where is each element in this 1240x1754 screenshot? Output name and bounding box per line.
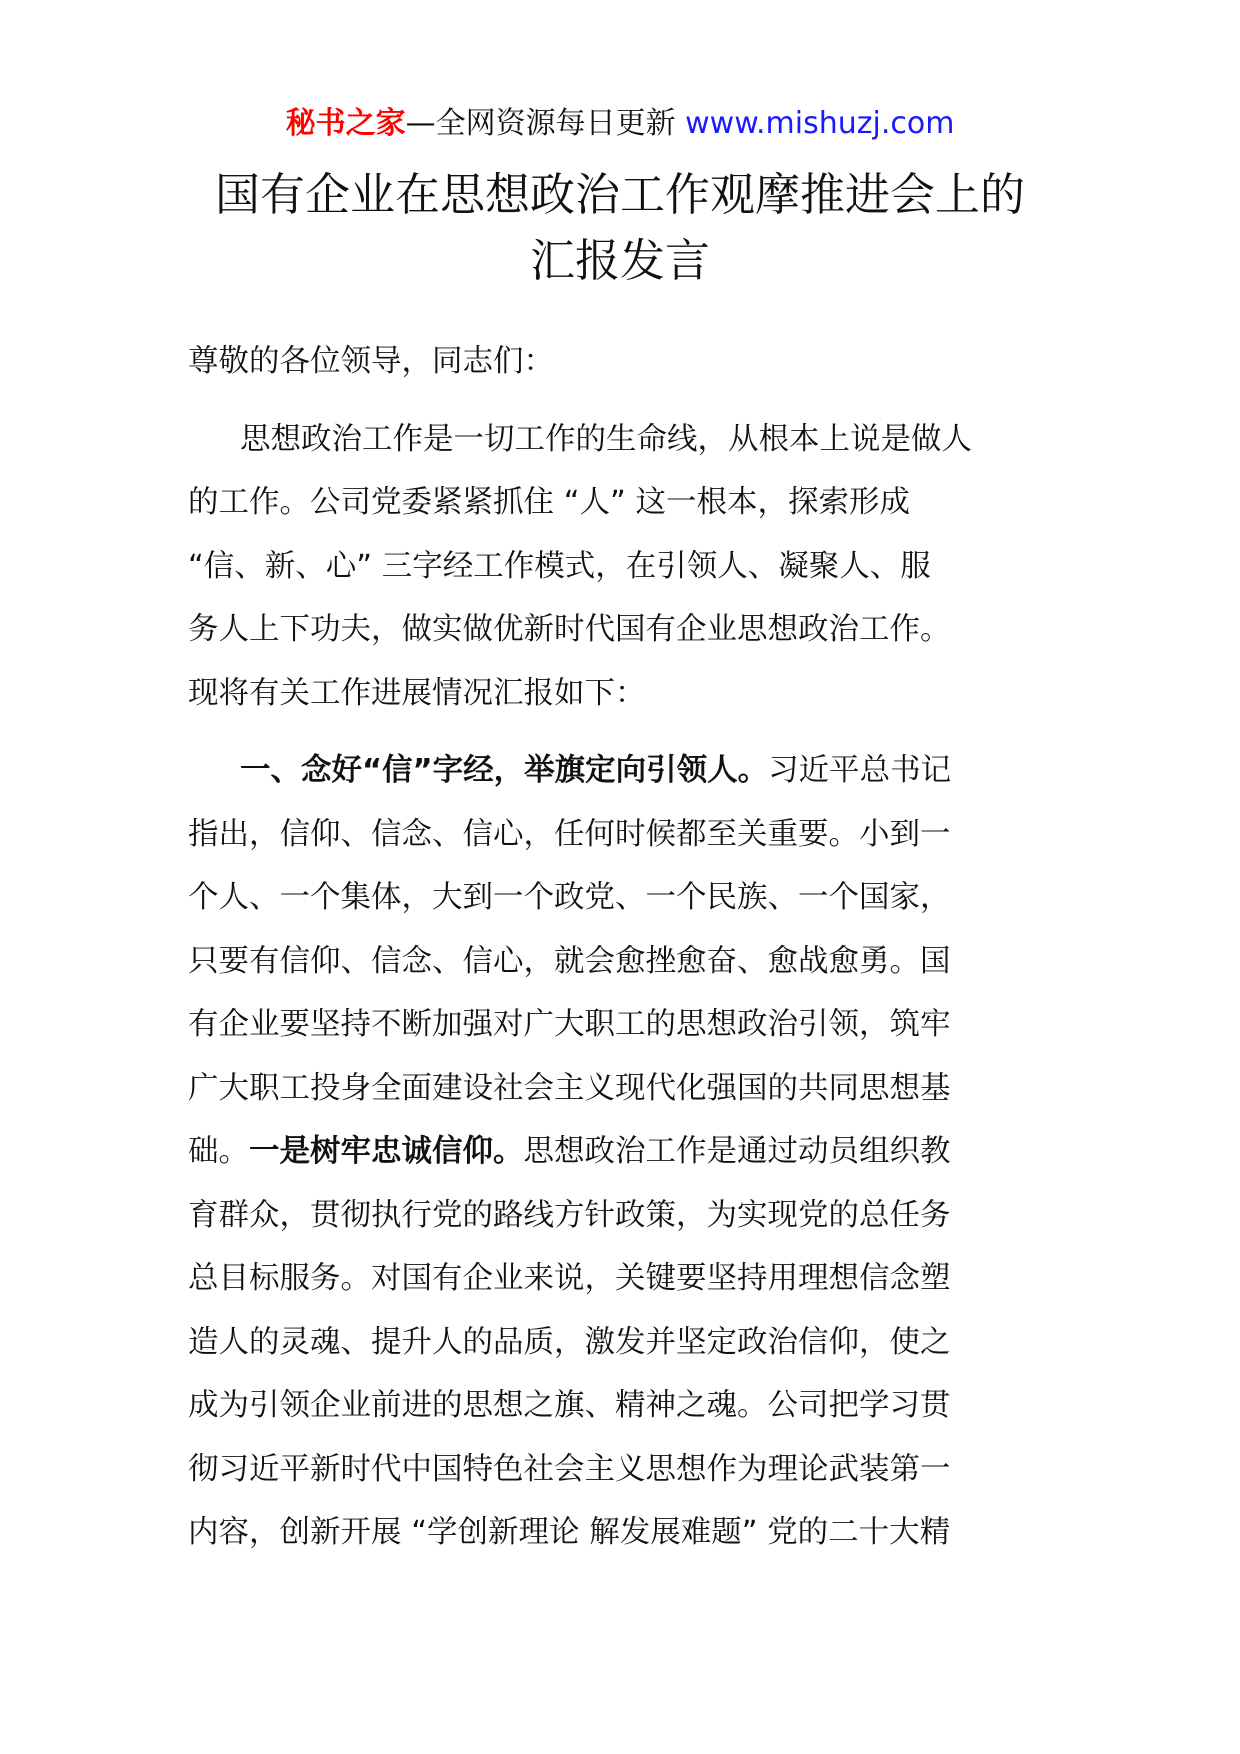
header-slogan: —全网资源每日更新 bbox=[405, 106, 676, 141]
section-1-line: 彻习近平新时代中国特色社会主义思想作为理论武装第一 bbox=[188, 1451, 951, 1487]
section-1-line: 广大职工投身全面建设社会主义现代化强国的共同思想基 bbox=[188, 1070, 951, 1106]
section-1-line: 内容，创新开展 “学创新理论 解发展难题” 党的二十大精 bbox=[188, 1515, 951, 1550]
subsection-1-line bbox=[188, 1120, 1048, 1184]
salutation: 尊敬的各位领导，同志们： bbox=[188, 344, 554, 379]
document-body bbox=[188, 330, 1048, 1565]
section-1-line: 有企业要坚持不断加强对广大职工的思想政治引领，筑牢 bbox=[188, 1007, 951, 1042]
section-1-line: 总目标服务。对国有企业来说，关键要坚持用理想信念塑 bbox=[188, 1261, 951, 1296]
section-1-heading: 一、念好“信”字经，举旗定向引领人。 bbox=[240, 753, 769, 788]
intro-line: 现将有关工作进展情况汇报如下： bbox=[188, 675, 646, 711]
section-1-line: 只要有信仰、信念、信心，就会愈挫愈奋、愈战愈勇。国 bbox=[188, 943, 951, 979]
subsection-1-tail: 思想政治工作是通过动员组织教 bbox=[523, 1134, 951, 1169]
intro-line: 务人上下功夫，做实做优新时代国有企业思想政治工作。 bbox=[188, 612, 951, 647]
subsection-1-heading: 一是树牢忠诚信仰。 bbox=[249, 1134, 524, 1169]
section-1-line: 成为引领企业前进的思想之旗、精神之魂。公司把学习贯 bbox=[188, 1388, 951, 1423]
section-1-heading-tail: 习近平总书记 bbox=[768, 753, 952, 788]
title-line-1: 国有企业在思想政治工作观摩推进会上的 bbox=[214, 168, 1025, 221]
section-1-line: 造人的灵魂、提升人的品质，激发并坚定政治信仰，使之 bbox=[188, 1324, 951, 1360]
site-url-link[interactable]: www.mishuzj.com bbox=[685, 106, 955, 141]
title-line-2: 汇报发言 bbox=[529, 234, 710, 287]
section-1-line: 育群众，贯彻执行党的路线方针政策，为实现党的总任务 bbox=[188, 1197, 951, 1233]
section-1-line: 个人、一个集体，大到一个政党、一个民族、一个国家， bbox=[188, 880, 951, 915]
intro-line: 的工作。公司党委紧紧抓住 “人” 这一根本，探索形成 bbox=[188, 485, 910, 520]
section-1-first-line bbox=[188, 739, 1048, 803]
intro-line: 思想政治工作是一切工作的生命线，从根本上说是做人 bbox=[240, 421, 972, 457]
brand-name: 秘书之家 bbox=[285, 106, 406, 141]
document-title bbox=[160, 162, 1080, 294]
section-1-line: 指出，信仰、信念、信心，任何时候都至关重要。小到一 bbox=[188, 816, 951, 852]
subsection-lead: 础。 bbox=[188, 1134, 249, 1169]
site-header bbox=[0, 104, 1240, 144]
intro-line: “信、新、心” 三字经工作模式，在引领人、凝聚人、服 bbox=[188, 548, 931, 584]
